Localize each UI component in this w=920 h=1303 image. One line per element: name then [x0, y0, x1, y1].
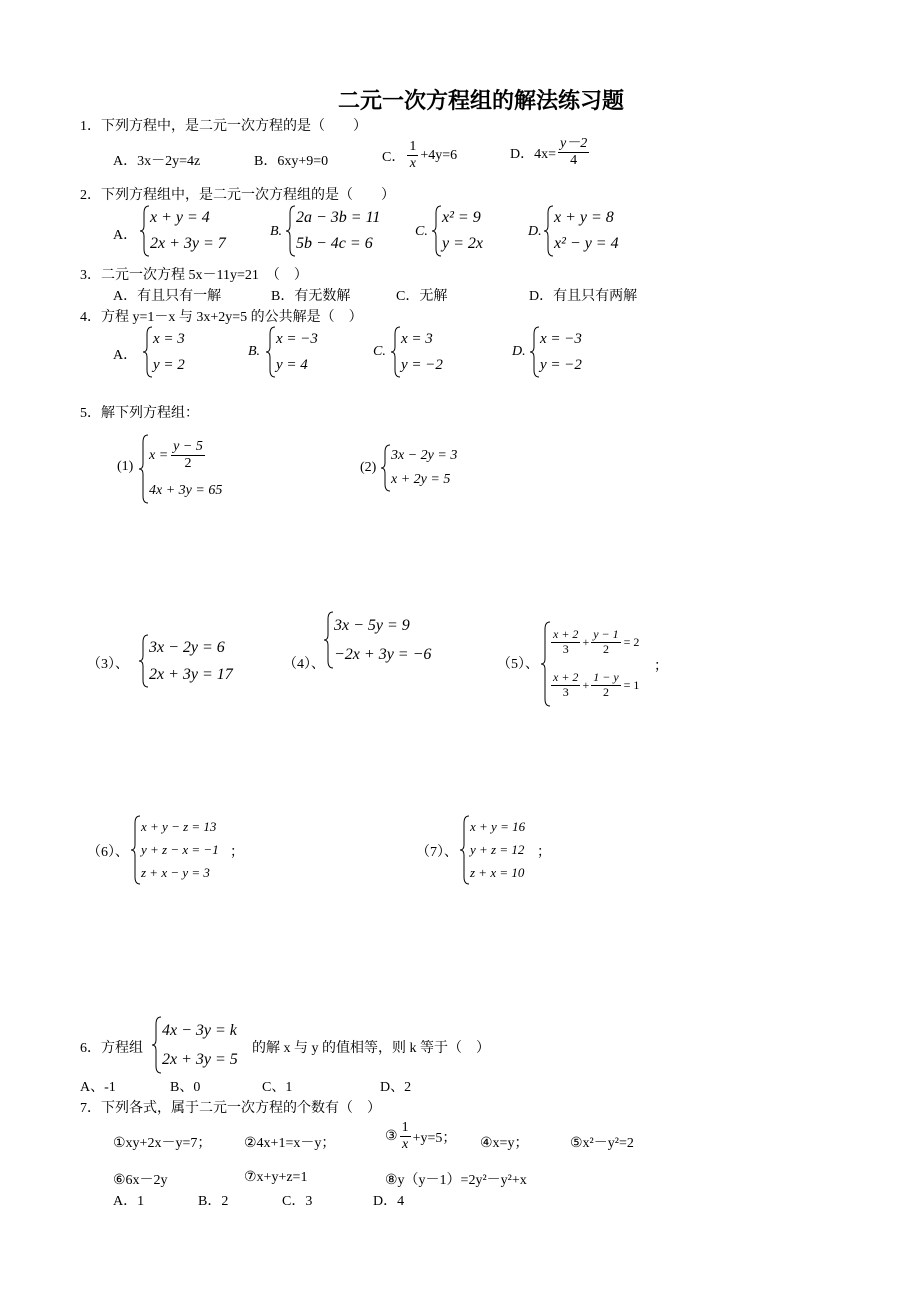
q1-option-b: B．6xy+9=0 [254, 154, 329, 169]
q2-a-eq1: x + y = 4 [150, 209, 210, 226]
q5-p4-eq2: −2x + 3y = −6 [334, 645, 432, 663]
q7-i3-fraction [400, 1120, 411, 1153]
q5-p5-r2: = 1 [623, 678, 640, 692]
q6-option-b: B、0 [170, 1080, 201, 1095]
q5-p5-frac-a [551, 628, 580, 657]
q5-p6-eq2: y + z − x = −1 [141, 841, 219, 857]
q5-p1-x: x = [149, 447, 169, 463]
q5-p5-tail: ； [654, 659, 668, 674]
q7-option-d: D．4 [373, 1194, 405, 1209]
q5-p7-eq1: x + y = 16 [470, 818, 526, 834]
q3-option-c: C．无解 [396, 289, 448, 304]
q7-item-3 [385, 1120, 456, 1153]
q5-p4-label: （4）、 [283, 657, 325, 672]
q7-i3-label: ③ [385, 1129, 398, 1145]
q5-p6-eq3: z + x − y = 3 [141, 865, 210, 881]
q2-b-label: B. [270, 224, 283, 239]
q5-p1-eq2: 4x + 3y = 65 [149, 482, 223, 498]
q5-p5-frac-c [551, 671, 580, 700]
q5-p6-tail: ； [230, 845, 244, 860]
q2-b-eq1: 2a − 3b = 11 [296, 209, 381, 226]
q7-option-a: A．1 [113, 1194, 145, 1209]
q5-p5-b-num: y − 1 [593, 627, 619, 642]
q1-c-num: 1 [407, 139, 418, 156]
q5-p5-a-den: 3 [562, 642, 569, 656]
q5-p2-eq1: 3x − 2y = 3 [391, 448, 458, 463]
q6-option-d: D、2 [380, 1080, 412, 1095]
q7-option-b: B．2 [198, 1194, 229, 1209]
q5-p2-label: (2) [360, 460, 377, 475]
q2-system-d [544, 205, 619, 257]
q5-p4-eq1: 3x − 5y = 9 [334, 616, 410, 634]
q5-system-2 [381, 444, 457, 492]
q5-system-4 [324, 611, 431, 669]
brace-icon [544, 205, 554, 257]
q2-d-label: D. [528, 224, 542, 239]
q4-system-c [391, 326, 443, 378]
q5-p7-eq3: z + x = 10 [470, 865, 525, 881]
q7-item-7: ⑦x+y+z=1 [244, 1170, 308, 1185]
q4-a-eq2: y = 2 [153, 356, 185, 373]
q5-p7-eq2: y + z = 12 [470, 841, 525, 857]
q2-d-eq2: x² − y = 4 [554, 235, 619, 252]
q2-a-eq2: 2x + 3y = 7 [150, 235, 226, 252]
q1-c-rest: +4y=6 [420, 147, 458, 163]
q5-p6-label: （6）、 [87, 845, 129, 860]
q5-system-3 [139, 634, 233, 688]
q4-d-label: D. [512, 344, 526, 359]
q5-p1-num: y − 5 [171, 439, 205, 456]
brace-icon [140, 205, 150, 257]
q5-p5-d-num: 1 − y [593, 670, 619, 685]
q4-a-eq1: x = 3 [153, 330, 185, 347]
brace-icon [139, 434, 149, 504]
q7-item-6: ⑥6x－2y [113, 1173, 168, 1188]
q1-c-den: x [409, 156, 416, 172]
q5-p5-eq1: $\frac{x + 2}{3}$ + $\frac{y - 1}{2}$ = 2 [553, 627, 640, 656]
page-title: 二元一次方程组的解法练习题 [338, 89, 625, 114]
q3-stem: 3．二元一次方程 5x－11y=21 （ ） [80, 268, 308, 283]
brace-icon [266, 326, 276, 378]
q2-system-b [286, 205, 380, 257]
q5-p1-fraction [171, 439, 205, 472]
q4-d-eq1: x = −3 [540, 330, 582, 347]
q5-p5-a-num: x + 2 [553, 627, 579, 642]
q2-c-label: C. [415, 224, 428, 239]
q5-p5-c-den: 3 [562, 685, 569, 699]
q7-i3-rest: +y=5； [412, 1130, 457, 1146]
q5-p5-c-num: x + 2 [553, 670, 579, 685]
q5-system-7 [460, 815, 525, 885]
brace-icon [391, 326, 401, 378]
q2-b-eq2: 5b − 4c = 6 [296, 235, 373, 252]
q2-stem: 2．下列方程组中，是二元一次方程组的是（ ） [80, 188, 395, 203]
brace-icon [152, 1016, 162, 1074]
brace-icon [432, 205, 442, 257]
q5-p7-tail: ； [537, 845, 551, 860]
q1-c-label: C． [382, 149, 406, 165]
q5-p1-label: (1) [117, 459, 134, 474]
q5-p6-eq1: x + y − z = 13 [141, 818, 217, 834]
q7-item-8: ⑧y（y－1）=2y²－y²+x [385, 1173, 527, 1188]
q5-p3-eq1: 3x − 2y = 6 [149, 638, 225, 656]
q2-system-c [432, 205, 483, 257]
q4-a-label: A． [113, 348, 138, 363]
q7-option-c: C．3 [282, 1194, 313, 1209]
q7-i3-den: x [401, 1137, 409, 1153]
q5-p3-label: （3）、 [87, 657, 129, 672]
q5-p1-eq1 [149, 439, 222, 472]
brace-icon [530, 326, 540, 378]
q5-p5-frac-d [591, 671, 620, 700]
q1-d-label: D．4x= [510, 146, 557, 162]
q4-b-eq2: y = 4 [276, 356, 308, 373]
q4-d-eq2: y = −2 [540, 356, 582, 373]
q6-system [152, 1016, 238, 1074]
q5-p5-b-den: 2 [602, 642, 609, 656]
brace-icon [381, 444, 391, 492]
q3-option-d: D．有且只有两解 [529, 289, 638, 304]
q1-option-c [382, 139, 457, 172]
q6-post: 的解 x 与 y 的值相等，则 k 等于（ ） [252, 1041, 490, 1056]
q6-eq1: 4x − 3y = k [162, 1021, 237, 1039]
q5-p3-eq2: 2x + 3y = 17 [149, 665, 233, 683]
brace-icon [541, 621, 551, 707]
q6-eq2: 2x + 3y = 5 [162, 1050, 238, 1068]
q6-option-c: C、1 [262, 1080, 293, 1095]
q1-c-fraction [407, 139, 418, 172]
q5-p1-den: 2 [184, 456, 192, 472]
q5-p5-d-den: 2 [602, 685, 609, 699]
q7-i3-num: 1 [400, 1120, 411, 1137]
q4-c-eq1: x = 3 [401, 330, 433, 347]
q4-c-eq2: y = −2 [401, 356, 443, 373]
q5-stem: 5．解下列方程组： [80, 406, 199, 421]
q2-system-a [140, 205, 226, 257]
q1-d-num: y－2 [558, 136, 589, 153]
q7-item-5: ⑤x²－y²=2 [570, 1136, 634, 1151]
q2-d-eq1: x + y = 8 [554, 209, 614, 226]
brace-icon [460, 815, 470, 885]
q4-b-label: B. [248, 344, 261, 359]
q7-stem: 7．下列各式，属于二元一次方程的个数有（ ） [80, 1101, 381, 1116]
q5-p5-frac-b [591, 628, 620, 657]
brace-icon [139, 634, 149, 688]
q1-option-a: A．3x－2y=4z [113, 154, 201, 169]
q4-b-eq1: x = −3 [276, 330, 318, 347]
q7-item-2: ②4x+1=x－y； [244, 1136, 336, 1151]
q2-c-eq1: x² = 9 [442, 209, 481, 226]
q1-d-fraction [558, 136, 589, 169]
q5-p2-eq2: x + 2y = 5 [391, 472, 451, 487]
q7-item-1: ①xy+2x－y=7； [113, 1136, 212, 1151]
q5-system-1 [139, 434, 222, 504]
q5-system-5 [541, 621, 639, 707]
q4-system-d [530, 326, 582, 378]
q4-system-a [143, 326, 185, 378]
q5-p7-label: （7）、 [416, 845, 458, 860]
q3-option-b: B．有无数解 [271, 289, 351, 304]
q1-option-d [510, 136, 589, 169]
q4-c-label: C. [373, 344, 386, 359]
q2-a-label: A． [113, 228, 138, 243]
brace-icon [143, 326, 153, 378]
q7-item-4: ④x=y； [480, 1136, 529, 1151]
q1-stem: 1．下列方程中，是二元一次方程的是（ ） [80, 119, 367, 134]
brace-icon [131, 815, 141, 885]
q5-p5-r1: = 2 [623, 635, 640, 649]
q6-pre: 6．方程组 [80, 1041, 143, 1056]
q1-d-den: 4 [570, 153, 578, 169]
q2-c-eq2: y = 2x [442, 235, 483, 252]
q6-option-a: A、-1 [80, 1080, 116, 1095]
brace-icon [286, 205, 296, 257]
q4-system-b [266, 326, 318, 378]
q5-p5-eq2: $\frac{x + 2}{3}$ + $\frac{1 - y}{2}$ = 1 [553, 670, 640, 699]
q3-option-a: A．有且只有一解 [113, 289, 222, 304]
q5-system-6 [131, 815, 219, 885]
q5-p5-label: （5）、 [497, 657, 539, 672]
q4-stem: 4．方程 y=1－x 与 3x+2y=5 的公共解是（ ） [80, 310, 363, 325]
brace-icon [324, 611, 334, 669]
